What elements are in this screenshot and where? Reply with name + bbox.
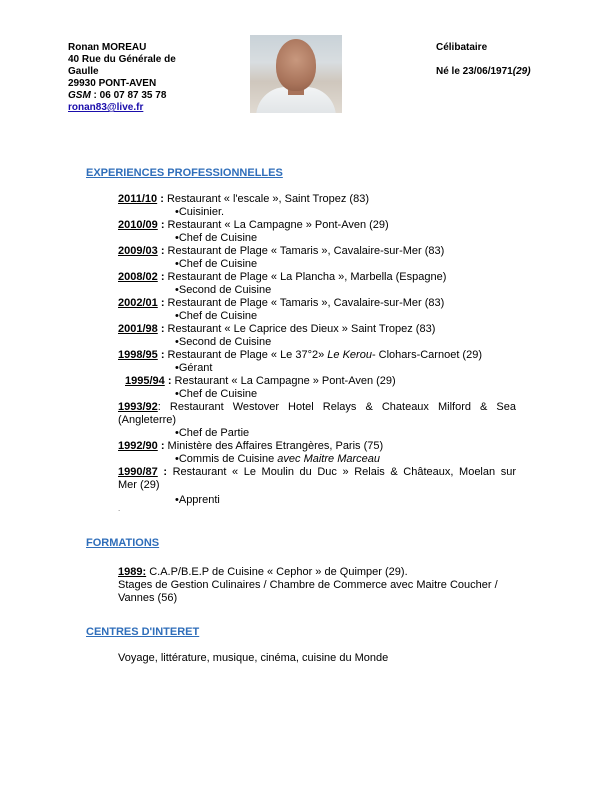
experience-place: Restaurant « l'escale », Saint Tropez (83) (166, 193, 369, 205)
date-separator: : (157, 323, 168, 335)
experience-date: 2002/01 (118, 297, 158, 309)
experience-place: Restaurant de Plage « La Plancha », Marbella (Espagne) (167, 271, 447, 283)
experience-role: •Chef de Cuisine (175, 388, 258, 400)
photo-head (276, 39, 316, 91)
experience-entry (118, 271, 516, 284)
date-separator: : (157, 401, 161, 413)
experience-date: 1993/92 (118, 401, 158, 413)
experience-date: 1995/94 (125, 375, 165, 387)
profile-photo (250, 35, 342, 113)
experience-place-continued: (Angleterre) (118, 414, 177, 426)
experience-date: 2009/03 (118, 245, 158, 257)
birth-info (436, 66, 531, 78)
experience-role: •Chef de Cuisine (175, 310, 258, 322)
experience-place: Restaurant de Plage « Tamaris », Cavalaire-sur-Mer (83) (167, 297, 445, 309)
experience-role: •Chef de Cuisine (175, 232, 258, 244)
birth-date: Né le 23/06/1971 (436, 66, 513, 77)
formation-diploma: C.A.P/B.E.P de Cuisine « Cephor » de Quimper (29). (146, 566, 408, 578)
experience-place: Ministère des Affaires Etrangères, Paris (75) (167, 440, 384, 452)
experiences-heading: EXPERIENCES PROFESSIONNELLES (86, 167, 283, 179)
formation-date: 1989: (118, 566, 147, 578)
experience-place: Restaurant de Plage « Tamaris », Cavalaire-sur-Mer (83) (167, 245, 445, 257)
phone (68, 90, 193, 102)
experience-role: •Apprenti (175, 494, 220, 506)
date-separator: : (157, 245, 168, 257)
experience-role: •Chef de Cuisine (175, 258, 258, 270)
experience-role-text: •Commis de Cuisine (175, 453, 278, 465)
experience-date: 2008/02 (118, 271, 158, 283)
date-separator: : (157, 271, 168, 283)
experience-role: •Second de Cuisine (175, 336, 272, 348)
date-separator: : (157, 193, 167, 205)
formation-stages-continued: Vannes (56) (118, 592, 178, 604)
formation-block (118, 566, 518, 605)
formation-stages: Stages de Gestion Culinaires / Chambre de Commerce avec Maitre Coucher / (118, 579, 498, 591)
experience-entry (118, 349, 516, 362)
experience-date: 1998/95 (118, 349, 158, 361)
formation-line (118, 566, 518, 579)
experience-date: 2001/98 (118, 323, 158, 335)
age: (29) (512, 66, 531, 77)
date-separator: : (157, 440, 168, 452)
email-link[interactable]: ronan83@live.fr (68, 102, 144, 113)
date-separator: : (157, 219, 168, 231)
candidate-name: Ronan MOREAU (68, 42, 147, 53)
experience-entry (118, 466, 516, 479)
experience-role-italic: avec Maitre Marceau (277, 453, 380, 465)
experience-role: •Cuisinier. (175, 206, 225, 218)
phone-number: : 06 07 87 35 78 (90, 90, 167, 101)
experience-place: Restaurant « Le Moulin du Duc » Relais & Châteaux, Moelan sur (172, 466, 516, 478)
experience-place: Restaurant « La Campagne » Pont-Aven (29) (167, 219, 389, 231)
phone-label: GSM (68, 90, 91, 101)
experience-role: •Gérant (175, 362, 213, 374)
date-separator: : (164, 375, 175, 387)
interests-text: Voyage, littérature, musique, cinéma, cuisine du Monde (118, 652, 389, 664)
experience-place: Restaurant « Le Caprice des Dieux » Saint Tropez (83) (167, 323, 436, 335)
stray-mark: . (118, 504, 121, 513)
date-separator: : (157, 349, 168, 361)
experience-entry (118, 219, 516, 232)
experience-list (118, 193, 516, 507)
experience-date: 2011/10 (118, 193, 158, 205)
experience-role (118, 453, 516, 466)
experience-role: •Second de Cuisine (175, 284, 272, 296)
formations-heading: FORMATIONS (86, 537, 160, 549)
contact-block (68, 42, 193, 114)
experience-entry (118, 193, 516, 206)
experience-entry (118, 245, 516, 258)
experience-role: •Chef de Partie (175, 427, 250, 439)
experience-place: Restaurant de Plage « Le 37°2» (167, 349, 328, 361)
date-separator: : (157, 466, 173, 478)
experience-place-continued: Mer (29) (118, 479, 160, 491)
experience-place-suffix: - Clohars-Carnoet (29) (371, 349, 482, 361)
experience-date: 1992/90 (118, 440, 158, 452)
address-city: 29930 PONT-AVEN (68, 78, 157, 89)
marital-status: Célibataire (436, 42, 488, 53)
experience-place: Restaurant Westover Hotel Relays & Chateaux Milford & Sea (160, 401, 516, 413)
experience-place: Restaurant « La Campagne » Pont-Aven (29) (174, 375, 396, 387)
experience-entry (118, 401, 516, 414)
experience-entry (118, 375, 516, 388)
experience-date: 1990/87 (118, 466, 158, 478)
experience-entry (118, 323, 516, 336)
address-street: 40 Rue du Générale de Gaulle (68, 54, 176, 77)
interests-heading: CENTRES D'INTERET (86, 626, 200, 638)
experience-entry (118, 297, 516, 310)
date-separator: : (157, 297, 168, 309)
experience-place-italic: Le Kerou (327, 349, 372, 361)
experience-date: 2010/09 (118, 219, 158, 231)
experience-entry (118, 440, 516, 453)
